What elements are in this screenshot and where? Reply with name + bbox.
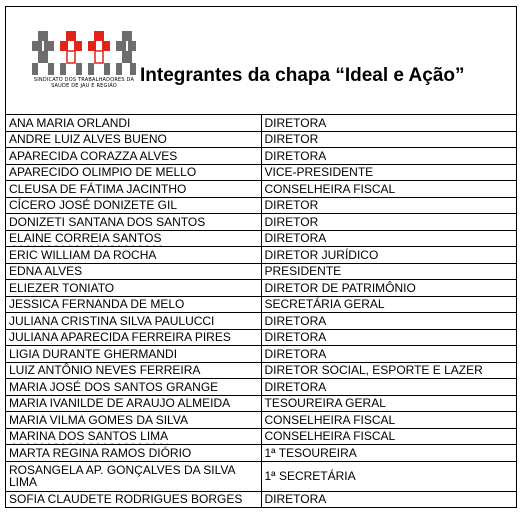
member-role-cell bbox=[261, 313, 517, 330]
member-name: ERIC WILLIAM DA ROCHA bbox=[9, 247, 157, 262]
member-role-cell bbox=[261, 296, 517, 313]
member-role-cell bbox=[261, 181, 517, 198]
member-role-cell bbox=[261, 148, 517, 165]
member-name: ANA MARIA ORLANDI bbox=[9, 115, 131, 130]
table-row bbox=[6, 280, 517, 297]
table-row bbox=[6, 313, 517, 330]
member-name: CÍCERO JOSÉ DONIZETE GIL bbox=[9, 198, 178, 213]
member-name: JULIANA CRISTINA SILVA PAULUCCI bbox=[9, 313, 215, 328]
member-name: DONIZETI SANTANA DOS SANTOS bbox=[9, 214, 206, 229]
member-name: MARIA JOSÉ DOS SANTOS GRANGE bbox=[9, 379, 219, 394]
member-role-cell bbox=[261, 428, 517, 445]
member-role-cell bbox=[261, 197, 517, 214]
member-role-cell bbox=[261, 379, 517, 396]
member-name-cell bbox=[6, 181, 262, 198]
table-row bbox=[6, 164, 517, 181]
member-role-cell bbox=[261, 491, 517, 508]
member-name: ROSANGELA AP. GONÇALVES DA SILVA LIMA bbox=[9, 463, 235, 489]
member-name: ELIEZER TONIATO bbox=[9, 280, 115, 295]
table-row bbox=[6, 491, 517, 508]
member-name: LIGIA DURANTE GHERMANDI bbox=[9, 346, 178, 361]
member-role: DIRETORA bbox=[264, 231, 327, 246]
member-role: DIRETORA bbox=[264, 492, 327, 507]
member-role-cell bbox=[261, 395, 517, 412]
member-role-cell bbox=[261, 362, 517, 379]
member-role: 1ª TESOUREIRA bbox=[264, 445, 357, 460]
member-role: CONSELHEIRA FISCAL bbox=[264, 181, 396, 196]
table-row bbox=[6, 115, 517, 132]
members-table bbox=[5, 6, 517, 508]
member-name-cell bbox=[6, 491, 262, 508]
member-role: DIRETORA bbox=[264, 379, 327, 394]
table-row bbox=[6, 296, 517, 313]
member-name-cell bbox=[6, 115, 262, 132]
member-name-cell bbox=[6, 296, 262, 313]
table-row bbox=[6, 214, 517, 231]
member-role: DIRETORA bbox=[264, 313, 327, 328]
member-role-cell bbox=[261, 230, 517, 247]
member-name-cell bbox=[6, 247, 262, 264]
member-name-cell bbox=[6, 148, 262, 165]
member-role: DIRETOR JURÍDICO bbox=[264, 247, 379, 262]
member-name-cell bbox=[6, 395, 262, 412]
member-role-cell bbox=[261, 346, 517, 363]
member-name-cell bbox=[6, 197, 262, 214]
member-name: JULIANA APARECIDA FERREIRA PIRES bbox=[9, 330, 231, 345]
member-role-cell bbox=[261, 412, 517, 429]
member-role-cell bbox=[261, 263, 517, 280]
member-role: DIRETORA bbox=[264, 115, 327, 130]
member-role: DIRETOR DE PATRIMÔNIO bbox=[264, 280, 416, 295]
member-name-cell bbox=[6, 346, 262, 363]
header-row bbox=[6, 7, 517, 115]
member-role: PRESIDENTE bbox=[264, 264, 342, 279]
member-role: VICE-PRESIDENTE bbox=[264, 165, 374, 180]
member-name: JESSICA FERNANDA DE MELO bbox=[9, 297, 185, 312]
member-name-cell bbox=[6, 379, 262, 396]
member-rows bbox=[6, 115, 517, 508]
member-name-cell bbox=[6, 428, 262, 445]
table-row bbox=[6, 181, 517, 198]
member-role: DIRETORA bbox=[264, 346, 327, 361]
member-role: CONSELHEIRA FISCAL bbox=[264, 412, 396, 427]
member-name-cell bbox=[6, 230, 262, 247]
member-role-cell bbox=[261, 214, 517, 231]
table-row bbox=[6, 247, 517, 264]
member-name-cell bbox=[6, 362, 262, 379]
member-name: LUIZ ANTÔNIO NEVES FERREIRA bbox=[9, 363, 201, 378]
member-role: TESOUREIRA GERAL bbox=[264, 396, 386, 411]
member-role-cell bbox=[261, 329, 517, 346]
member-name: CLEUSA DE FÁTIMA JACINTHO bbox=[9, 181, 187, 196]
table-row bbox=[6, 263, 517, 280]
union-logo bbox=[30, 29, 138, 95]
member-name-cell bbox=[6, 329, 262, 346]
member-name: MARIA IVANILDE DE ARAUJO ALMEIDA bbox=[9, 396, 231, 411]
member-role: 1ª SECRETÁRIA bbox=[264, 469, 356, 483]
member-name-cell bbox=[6, 263, 262, 280]
member-role-cell bbox=[261, 461, 517, 491]
member-name-cell bbox=[6, 313, 262, 330]
page-title: Integrantes da chapa “Ideal e Ação” bbox=[140, 65, 465, 86]
member-role: DIRETOR SOCIAL, ESPORTE E LAZER bbox=[264, 363, 483, 378]
member-name: SOFIA CLAUDETE RODRIGUES BORGES bbox=[9, 492, 243, 507]
member-role: DIRETOR bbox=[264, 198, 319, 213]
member-name: EDNA ALVES bbox=[9, 264, 83, 279]
member-name: MARINA DOS SANTOS LIMA bbox=[9, 429, 169, 444]
table-row bbox=[6, 445, 517, 462]
table-row bbox=[6, 131, 517, 148]
member-name-cell bbox=[6, 445, 262, 462]
table-row bbox=[6, 346, 517, 363]
union-logo-icon bbox=[30, 29, 138, 77]
member-role-cell bbox=[261, 280, 517, 297]
table-row bbox=[6, 329, 517, 346]
member-role-cell bbox=[261, 445, 517, 462]
member-role: DIRETORA bbox=[264, 148, 327, 163]
member-role: DIRETORA bbox=[264, 330, 327, 345]
table-row bbox=[6, 395, 517, 412]
member-name: MARTA REGINA RAMOS DIÓRIO bbox=[9, 445, 192, 460]
member-name: ELAINE CORREIA SANTOS bbox=[9, 231, 162, 246]
member-role: DIRETOR bbox=[264, 214, 319, 229]
table-row bbox=[6, 230, 517, 247]
table-row bbox=[6, 412, 517, 429]
table-row bbox=[6, 428, 517, 445]
member-role-cell bbox=[261, 247, 517, 264]
member-name: APARECIDO OLIMPIO DE MELLO bbox=[9, 165, 197, 180]
member-role-cell bbox=[261, 115, 517, 132]
table-row bbox=[6, 197, 517, 214]
member-role: CONSELHEIRA FISCAL bbox=[264, 429, 396, 444]
member-name: MARIA VILMA GOMES DA SILVA bbox=[9, 412, 188, 427]
logo-caption: SINDICATO DOS TRABALHADORES DA SAUDE DE JAU E REGIÃO bbox=[33, 77, 135, 89]
member-name-cell bbox=[6, 164, 262, 181]
member-name: APARECIDA CORAZZA ALVES bbox=[9, 148, 178, 163]
member-role: SECRETÁRIA GERAL bbox=[264, 297, 385, 312]
table-row bbox=[6, 362, 517, 379]
member-name-cell bbox=[6, 412, 262, 429]
member-name-cell bbox=[6, 214, 262, 231]
member-role: DIRETOR bbox=[264, 132, 319, 147]
member-name-cell bbox=[6, 280, 262, 297]
header-cell bbox=[6, 7, 517, 115]
table-row bbox=[6, 148, 517, 165]
member-role-cell bbox=[261, 164, 517, 181]
member-name-cell bbox=[6, 461, 262, 491]
member-name-cell bbox=[6, 131, 262, 148]
member-name: ANDRE LUIZ ALVES BUENO bbox=[9, 132, 167, 147]
table-row bbox=[6, 379, 517, 396]
member-role-cell bbox=[261, 131, 517, 148]
table-row bbox=[6, 461, 517, 491]
